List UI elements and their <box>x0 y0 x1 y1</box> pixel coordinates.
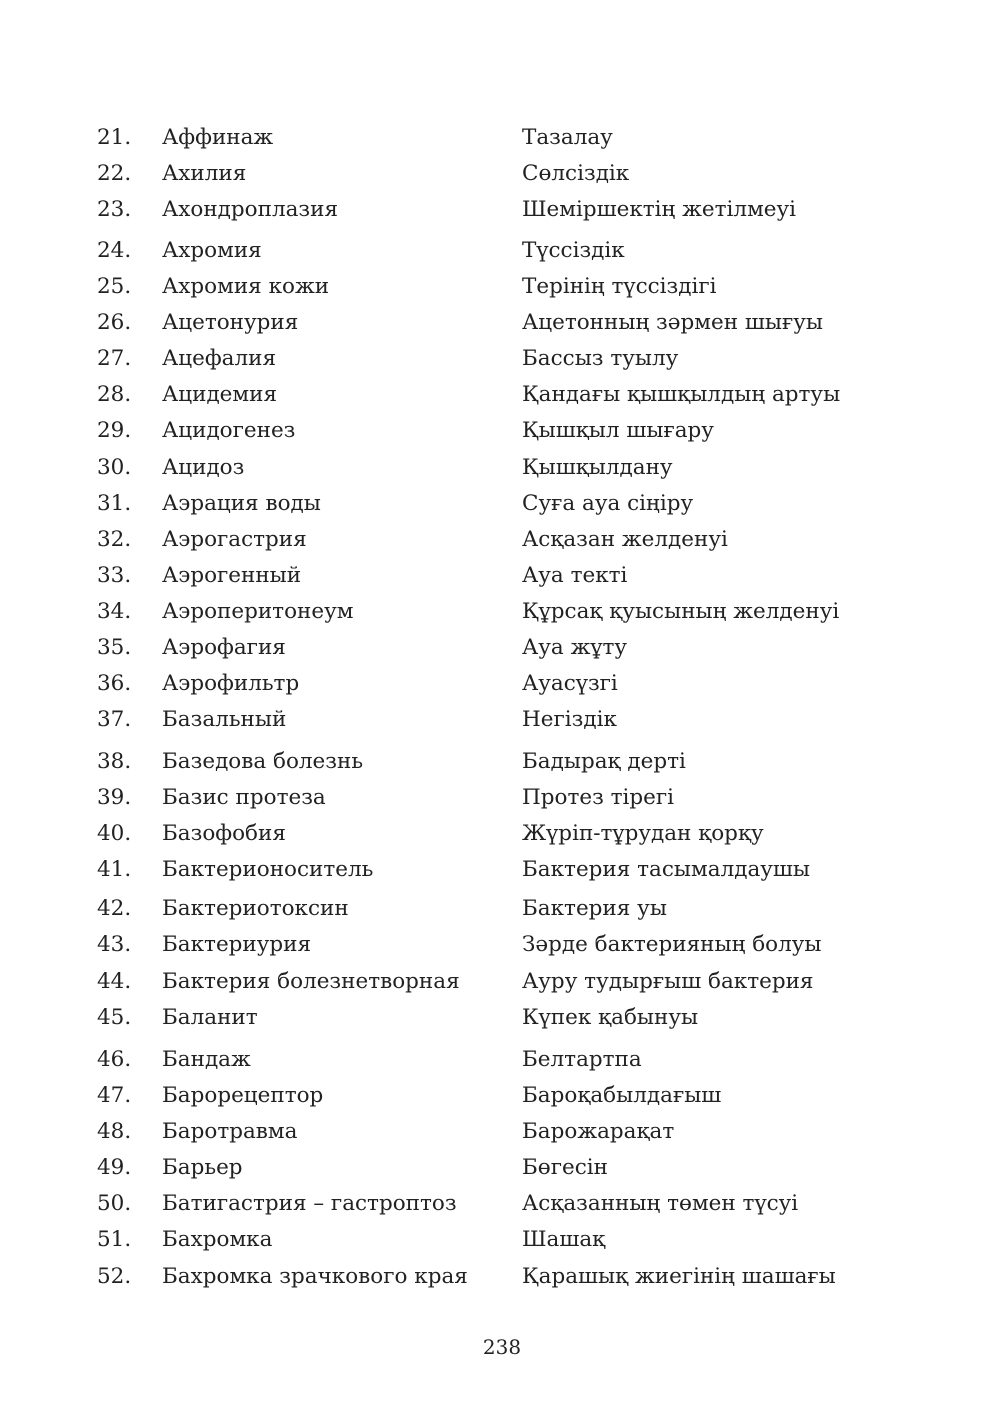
entry-number: 23. <box>97 197 132 222</box>
kazakh-term: Барожарақат <box>522 1119 675 1144</box>
kazakh-term: Ауа текті <box>522 563 628 588</box>
kazakh-term: Шеміршектің жетілмеуі <box>522 197 797 222</box>
entry-number: 25. <box>97 274 132 299</box>
list-item <box>0 669 1004 699</box>
entry-number: 22. <box>97 161 132 186</box>
list-item <box>0 705 1004 735</box>
entry-number: 40. <box>97 821 132 846</box>
entry-number: 31. <box>97 491 132 516</box>
kazakh-term: Негіздік <box>522 707 617 732</box>
kazakh-term: Ацетонның зәрмен шығуы <box>522 310 823 335</box>
russian-term: Аэрогенный <box>162 563 302 588</box>
kazakh-term: Шашақ <box>522 1227 606 1252</box>
russian-term: Бактериотоксин <box>162 896 349 921</box>
entry-number: 35. <box>97 635 132 660</box>
kazakh-term: Асқазанның төмен түсуі <box>522 1191 799 1216</box>
kazakh-term: Құрсақ қуысының желденуі <box>522 599 840 624</box>
russian-term: Аэроперитонеум <box>162 599 354 624</box>
list-item <box>0 894 1004 924</box>
kazakh-term: Қышқыл шығару <box>522 418 714 443</box>
russian-term: Базофобия <box>162 821 286 846</box>
russian-term: Бандаж <box>162 1047 251 1072</box>
kazakh-term: Зәрде бактерияның болуы <box>522 932 822 957</box>
entry-number: 28. <box>97 382 132 407</box>
entry-number: 26. <box>97 310 132 335</box>
russian-term: Ахромия <box>162 238 262 263</box>
entry-number: 36. <box>97 671 132 696</box>
entry-number: 30. <box>97 455 132 480</box>
russian-term: Аэрогастрия <box>162 527 307 552</box>
kazakh-term: Тазалау <box>522 125 613 150</box>
entry-number: 37. <box>97 707 132 732</box>
list-item <box>0 1045 1004 1075</box>
list-item <box>0 597 1004 627</box>
entry-number: 48. <box>97 1119 132 1144</box>
russian-term: Барьер <box>162 1155 243 1180</box>
russian-term: Бахромка <box>162 1227 273 1252</box>
russian-term: Аэрация воды <box>162 491 321 516</box>
list-item <box>0 380 1004 410</box>
russian-term: Ахилия <box>162 161 247 186</box>
russian-term: Ахромия кожи <box>162 274 330 299</box>
list-item <box>0 747 1004 777</box>
kazakh-term: Бассыз туылу <box>522 346 679 371</box>
kazakh-term: Белтартпа <box>522 1047 642 1072</box>
list-item <box>0 783 1004 813</box>
entry-number: 49. <box>97 1155 132 1180</box>
entry-number: 47. <box>97 1083 132 1108</box>
entry-number: 32. <box>97 527 132 552</box>
list-item <box>0 195 1004 225</box>
russian-term: Барорецептор <box>162 1083 324 1108</box>
kazakh-term: Терінің түссіздігі <box>522 274 717 299</box>
list-item <box>0 308 1004 338</box>
russian-term: Базальный <box>162 707 287 732</box>
russian-term: Аэрофагия <box>162 635 286 660</box>
entry-number: 39. <box>97 785 132 810</box>
entry-number: 42. <box>97 896 132 921</box>
russian-term: Бахромка зрачкового края <box>162 1264 468 1289</box>
entry-number: 24. <box>97 238 132 263</box>
russian-term: Ацефалия <box>162 346 277 371</box>
kazakh-term: Бөгесін <box>522 1155 608 1180</box>
russian-term: Баротравма <box>162 1119 298 1144</box>
russian-term: Ацетонурия <box>162 310 299 335</box>
entry-number: 43. <box>97 932 132 957</box>
russian-term: Ацидогенез <box>162 418 296 443</box>
kazakh-term: Протез тірегі <box>522 785 675 810</box>
entry-number: 51. <box>97 1227 132 1252</box>
entry-number: 52. <box>97 1264 132 1289</box>
kazakh-term: Қышқылдану <box>522 455 673 480</box>
kazakh-term: Сөлсіздік <box>522 161 630 186</box>
russian-term: Бактерия болезнетворная <box>162 969 460 994</box>
russian-term: Базедова болезнь <box>162 749 364 774</box>
list-item <box>0 1081 1004 1111</box>
list-item <box>0 1189 1004 1219</box>
kazakh-term: Жүріп-тұрудан қорқу <box>522 821 764 846</box>
kazakh-term: Ауа жұту <box>522 635 628 660</box>
entry-number: 46. <box>97 1047 132 1072</box>
russian-term: Батигастрия – гастроптоз <box>162 1191 457 1216</box>
entry-number: 21. <box>97 125 132 150</box>
kazakh-term: Қарашық жиегінің шашағы <box>522 1264 836 1289</box>
list-item <box>0 344 1004 374</box>
list-item <box>0 633 1004 663</box>
kazakh-term: Бароқабылдағыш <box>522 1083 722 1108</box>
list-item <box>0 1003 1004 1033</box>
list-item <box>0 236 1004 266</box>
entry-number: 33. <box>97 563 132 588</box>
entry-number: 45. <box>97 1005 132 1030</box>
kazakh-term: Ауру тудырғыш бактерия <box>522 969 814 994</box>
russian-term: Бактерионоситель <box>162 857 374 882</box>
russian-term: Аэрофильтр <box>162 671 300 696</box>
list-item <box>0 819 1004 849</box>
entry-number: 27. <box>97 346 132 371</box>
russian-term: Бактериурия <box>162 932 312 957</box>
list-item <box>0 1117 1004 1147</box>
list-item <box>0 525 1004 555</box>
entry-number: 44. <box>97 969 132 994</box>
list-item <box>0 272 1004 302</box>
kazakh-term: Бактерия уы <box>522 896 667 921</box>
kazakh-term: Күпек қабынуы <box>522 1005 699 1030</box>
kazakh-term: Суға ауа сіңіру <box>522 491 694 516</box>
kazakh-term: Бадырақ дерті <box>522 749 686 774</box>
kazakh-term: Қандағы қышқылдың артуы <box>522 382 841 407</box>
entry-number: 29. <box>97 418 132 443</box>
entry-number: 50. <box>97 1191 132 1216</box>
kazakh-term: Ауасүзгі <box>522 671 618 696</box>
page-number: 238 <box>482 1335 522 1359</box>
entry-number: 38. <box>97 749 132 774</box>
kazakh-term: Асқазан желденуі <box>522 527 728 552</box>
russian-term: Аффинаж <box>162 125 274 150</box>
entry-number: 41. <box>97 857 132 882</box>
list-item <box>0 561 1004 591</box>
list-item <box>0 416 1004 446</box>
list-item <box>0 967 1004 997</box>
list-item <box>0 489 1004 519</box>
list-item <box>0 1225 1004 1255</box>
russian-term: Ахондроплазия <box>162 197 339 222</box>
russian-term: Баланит <box>162 1005 258 1030</box>
list-item <box>0 453 1004 483</box>
russian-term: Ацидоз <box>162 455 245 480</box>
list-item <box>0 159 1004 189</box>
list-item <box>0 1262 1004 1292</box>
list-item <box>0 855 1004 885</box>
russian-term: Базис протеза <box>162 785 326 810</box>
russian-term: Ацидемия <box>162 382 278 407</box>
entry-number: 34. <box>97 599 132 624</box>
kazakh-term: Түссіздік <box>522 238 625 263</box>
list-item <box>0 123 1004 153</box>
kazakh-term: Бактерия тасымалдаушы <box>522 857 811 882</box>
list-item <box>0 930 1004 960</box>
list-item <box>0 1153 1004 1183</box>
